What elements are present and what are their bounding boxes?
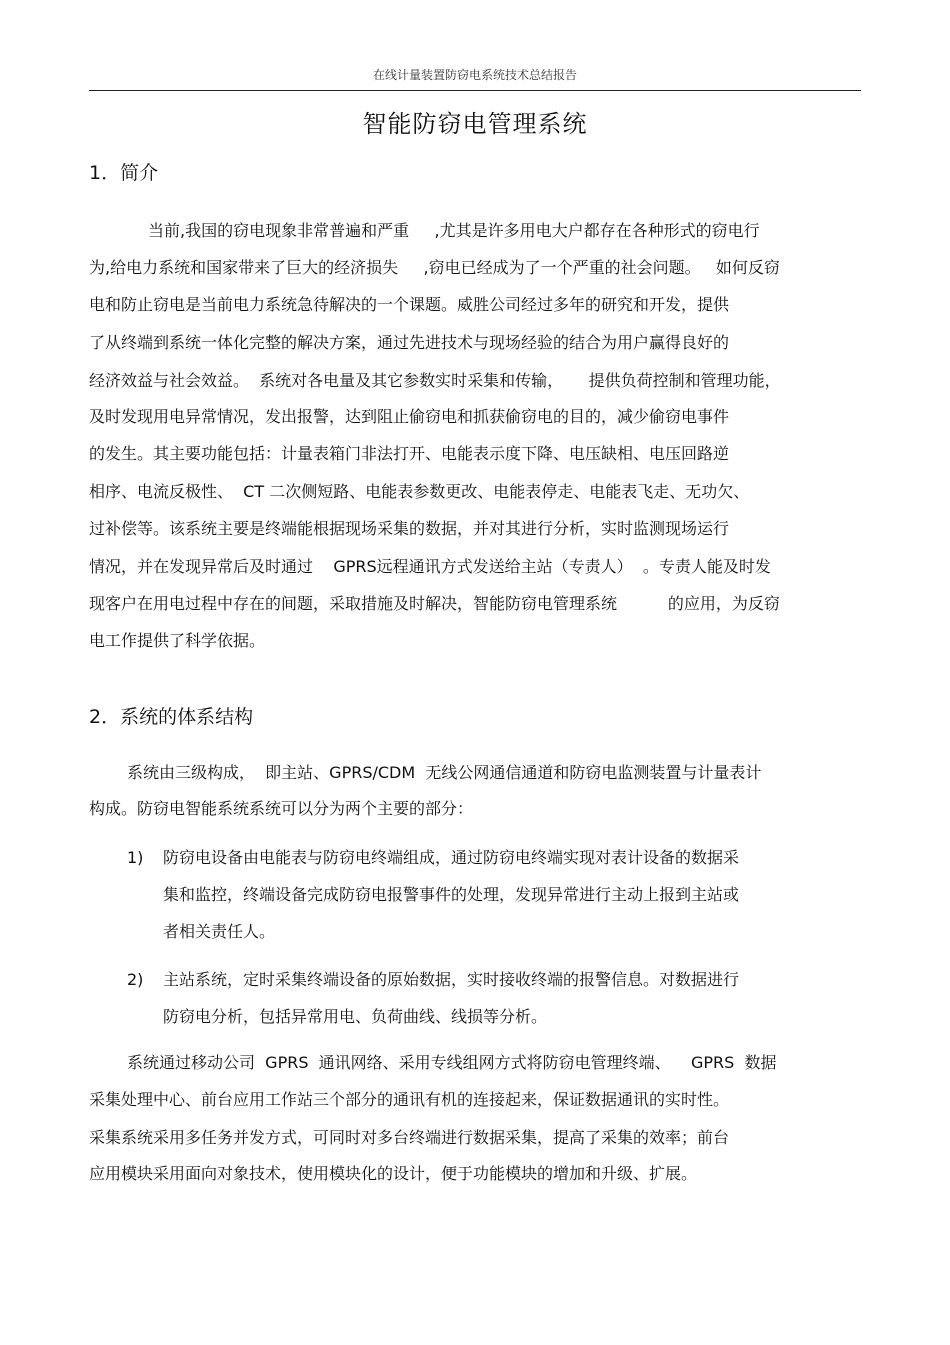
section-2-intro-line: 构成。防窃电智能系统系统可以分为两个主要的部分：	[89, 799, 474, 818]
section-2-closing-line: 应用模块采用面向对象技术，使用模块化的设计，便于功能模块的增加和升级、扩展。	[89, 1164, 698, 1183]
section-1-heading: 1．简介	[89, 162, 159, 184]
section-1-line: 现客户在用电过程中存在的间题，采取措施及时解决，智能防窃电管理系统 的应用，为反窃	[89, 594, 780, 613]
section-1-line: 了从终端到系统一体化完整的解决方案，通过先进技术与现场经验的结合为用户赢得良好的	[89, 333, 730, 352]
list-item-2-line: 防窃电分析，包括异常用电、负荷曲线、线损等分析。	[163, 1007, 548, 1026]
section-1-line: 及时发现用电异常情况，发出报警，达到阻止偷窃电和抓获偷窃电的目的，减少偷窃电事件	[89, 407, 730, 426]
document-title: 智能防窃电管理系统	[362, 110, 588, 138]
section-2-closing-line: 采集系统采用多任务并发方式，可同时对多台终端进行数据采集，提高了采集的效率；前台	[89, 1128, 730, 1147]
section-2-closing-line: 系统通过移动公司 GPRS 通讯网络、采用专线组网方式将防窃电管理终端、 GPRS 数据	[127, 1053, 777, 1072]
section-1-line: 情况，并在发现异常后及时通过 GPRS远程通讯方式发送给主站（专责人） 。专责人能及时发	[89, 557, 771, 576]
running-header: 在线计量装置防窃电系统技术总结报告	[372, 68, 577, 82]
section-2-closing-line: 采集处理中心、前台应用工作站三个部分的通讯有机的连接起来，保证数据通讯的实时性。	[89, 1090, 730, 1109]
section-1-line: 相序、电流反极性、 CT 二次侧短路、电能表参数更改、电能表停走、电能表飞走、无功欠、	[89, 482, 750, 501]
list-item-1-line: 集和监控，终端设备完成防窃电报警事件的处理，发现异常进行主动上报到主站或	[163, 885, 740, 904]
section-1-line: 过补偿等。该系统主要是终端能根据现场采集的数据，并对其进行分析，实时监测现场运行	[89, 519, 730, 538]
section-1-line: 当前,我国的窃电现象非常普遍和严重 ,尤其是许多用电大户都存在各种形式的窃电行	[148, 221, 760, 240]
list-item-1-line: 者相关责任人。	[163, 922, 276, 941]
section-1-line: 电和防止窃电是当前电力系统急待解决的一个课题。威胜公司经过多年的研究和开发，提供	[89, 295, 730, 314]
section-1-line: 经济效益与社会效益。 系统对各电量及其它参数实时采集和传输， 提供负荷控制和管理功能，	[89, 371, 781, 390]
list-marker-2: 2)	[127, 970, 144, 989]
section-1-line: 电工作提供了科学依据。	[89, 631, 266, 650]
list-marker-1: 1)	[127, 848, 144, 867]
section-2-intro-line: 系统由三级构成， 即主站、GPRS/CDM 无线公网通信通道和防窃电监测装置与计量表计	[127, 763, 762, 782]
section-1-line: 的发生。其主要功能包括：计量表箱门非法打开、电能表示度下降、电压缺相、电压回路逆	[89, 444, 730, 463]
list-item-1-line: 防窃电设备由电能表与防窃电终端组成，通过防窃电终端实现对表计设备的数据采	[163, 848, 740, 867]
header-rule	[89, 90, 861, 91]
section-1-line: 为,给电力系统和国家带来了巨大的经济损失 ,窃电已经成为了一个严重的社会问题。 如何反窃	[89, 258, 780, 277]
list-item-2-line: 主站系统，定时采集终端设备的原始数据，实时接收终端的报警信息。对数据进行	[163, 970, 740, 989]
section-2-heading: 2．系统的体系结构	[89, 706, 254, 728]
